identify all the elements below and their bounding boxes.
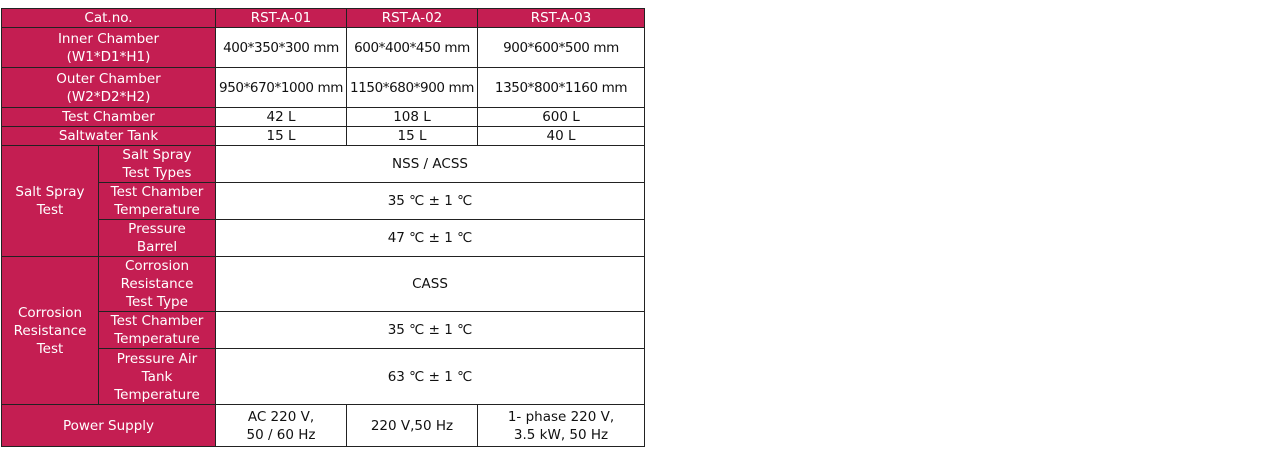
label-line: Corrosion (124, 258, 190, 274)
model-header-2: RST-A-02 (347, 9, 478, 28)
pressure-air-tank-row (2, 349, 645, 405)
label-line: Inner Chamber (57, 30, 160, 47)
model-header-1: RST-A-01 (216, 9, 347, 28)
salt-spray-temperature-label (99, 183, 216, 220)
label-line: Test (36, 202, 64, 218)
test-chamber-label: Test Chamber (2, 108, 216, 127)
label-line: Corrosion (17, 304, 83, 321)
saltwater-tank-value-2: 15 L (347, 127, 478, 146)
saltwater-tank-value-3: 40 L (478, 127, 645, 146)
pressure-air-tank-value: 63 ℃ ± 1 ℃ (216, 349, 645, 405)
saltwater-tank-row (2, 127, 645, 146)
label-line: Pressure Air (116, 350, 198, 367)
inner-chamber-label (2, 28, 216, 68)
label-line: Test Types (122, 165, 192, 181)
saltwater-tank-label: Saltwater Tank (2, 127, 216, 146)
corrosion-temperature-value: 35 ℃ ± 1 ℃ (216, 312, 645, 349)
inner-chamber-value-1: 400*350*300 mm (216, 28, 347, 68)
salt-spray-temperature-row (2, 183, 645, 220)
salt-spray-types-value: NSS / ACSS (216, 146, 645, 183)
corrosion-type-label (99, 257, 216, 312)
power-supply-value-1 (216, 405, 347, 447)
label-line: Test (36, 340, 64, 357)
label-line: Test Chamber (110, 313, 204, 329)
label-line: Test Chamber (110, 184, 204, 200)
label-line: (W2*D2*H2) (66, 88, 151, 105)
outer-chamber-row (2, 68, 645, 108)
value-line: 50 / 60 Hz (246, 426, 316, 443)
label-line: Resistance (120, 276, 194, 292)
power-supply-label: Power Supply (2, 405, 216, 447)
value-line: 1- phase 220 V, (507, 408, 615, 425)
test-chamber-row (2, 108, 645, 127)
inner-chamber-value-3: 900*600*500 mm (478, 28, 645, 68)
power-supply-value-3 (478, 405, 645, 447)
label-line: Salt Spray (122, 147, 192, 163)
label-line: Temperature (114, 331, 200, 347)
salt-spray-types-row (2, 146, 645, 183)
label-line: Resistance (13, 322, 87, 339)
outer-chamber-value-2: 1150*680*900 mm (347, 68, 478, 108)
corrosion-type-row (2, 257, 645, 312)
value-line: AC 220 V, (247, 408, 315, 425)
test-chamber-value-2: 108 L (347, 108, 478, 127)
label-line: Barrel (136, 239, 178, 255)
pressure-barrel-label (99, 220, 216, 257)
value-line: 3.5 kW, 50 Hz (513, 426, 609, 443)
label-line: Temperature (114, 386, 200, 403)
saltwater-tank-value-1: 15 L (216, 127, 347, 146)
pressure-air-tank-label (99, 349, 216, 405)
label-line: (W1*D1*H1) (66, 48, 151, 65)
value-line: 220 V,50 Hz (370, 417, 454, 434)
outer-chamber-value-3: 1350*800*1160 mm (478, 68, 645, 108)
header-row (2, 9, 645, 28)
corrosion-group-label (2, 257, 99, 405)
power-supply-value-2 (347, 405, 478, 447)
salt-spray-types-label (99, 146, 216, 183)
spec-table (1, 8, 645, 447)
corrosion-temperature-label (99, 312, 216, 349)
catno-header: Cat.no. (2, 9, 216, 28)
model-header-3: RST-A-03 (478, 9, 645, 28)
inner-chamber-value-2: 600*400*450 mm (347, 28, 478, 68)
pressure-barrel-value: 47 ℃ ± 1 ℃ (216, 220, 645, 257)
salt-spray-temperature-value: 35 ℃ ± 1 ℃ (216, 183, 645, 220)
test-chamber-value-1: 42 L (216, 108, 347, 127)
test-chamber-value-3: 600 L (478, 108, 645, 127)
label-line: Test Type (126, 294, 188, 310)
label-line: Temperature (114, 202, 200, 218)
power-supply-row (2, 405, 645, 447)
label-line: Salt Spray (15, 184, 85, 200)
label-line: Pressure (128, 221, 186, 237)
label-line: Outer Chamber (56, 70, 161, 87)
corrosion-type-value: CASS (216, 257, 645, 312)
outer-chamber-label (2, 68, 216, 108)
corrosion-temperature-row (2, 312, 645, 349)
label-line: Tank (141, 368, 173, 385)
salt-spray-group-label (2, 146, 99, 257)
pressure-barrel-row (2, 220, 645, 257)
inner-chamber-row (2, 28, 645, 68)
outer-chamber-value-1: 950*670*1000 mm (216, 68, 347, 108)
